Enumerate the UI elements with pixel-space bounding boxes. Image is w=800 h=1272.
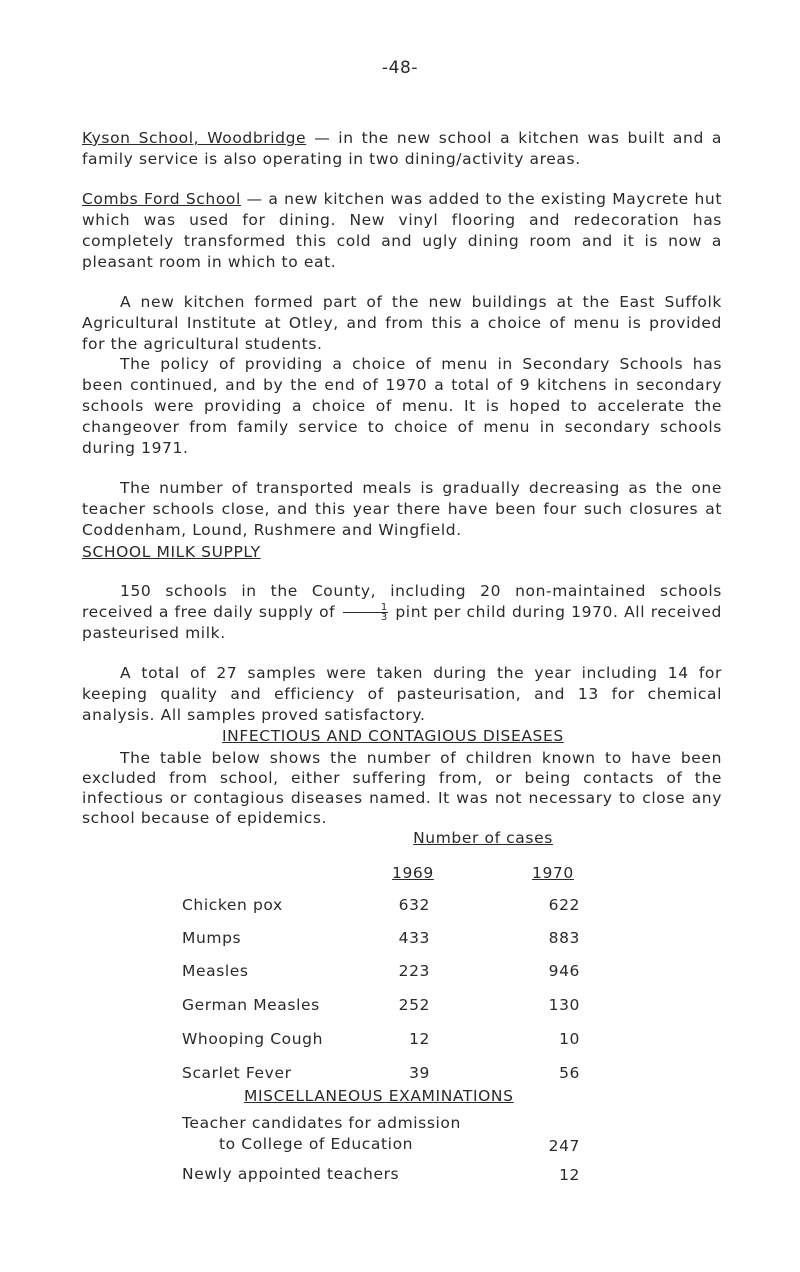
policy-paragraph: The policy of providing a choice of menu in Secondary Schools has been continued, and by the end of 1970 a total of 9 kitchens in secondary schools were providing a choice of menu. It is hoped to accelerate the changeover from family service to choice of menu in secondary schools during 1971.	[82, 355, 722, 457]
milk-paragraph-1	[82, 581, 722, 644]
misc-label-line: to College of Education	[219, 1135, 414, 1153]
one-third-fraction	[343, 603, 388, 622]
misc-label-line: Teacher candidates for admission	[182, 1114, 461, 1132]
table-cell-1969: 39	[409, 1064, 430, 1082]
table-cell-1970: 622	[548, 896, 580, 914]
transported-meals-paragraph: The number of transported meals is gradually decreasing as the one teacher schools close, and this year there have been four such closures at Coddenham, Lound, Rushmere and Wingfield.	[82, 479, 722, 539]
misc-item-value: 247	[548, 1137, 580, 1155]
milk-text-after: pint per child during 1970. All received pasteurised milk.	[82, 603, 722, 642]
kyson-school-title: Kyson School, Woodbridge	[82, 129, 307, 147]
table-row-label: Chicken pox	[182, 896, 283, 914]
table-row-label: Scarlet Fever	[182, 1064, 292, 1082]
table-row-label: Whooping Cough	[182, 1030, 324, 1048]
misc-item-label	[182, 1111, 461, 1157]
table-cell-1970: 10	[559, 1030, 580, 1048]
table-header-number-of-cases: Number of cases	[413, 829, 553, 847]
table-cell-1970: 56	[559, 1064, 580, 1082]
misc-item-value: 12	[559, 1166, 580, 1184]
table-cell-1970: 883	[548, 929, 580, 947]
misc-item-label: Newly appointed teachers	[182, 1165, 400, 1183]
page-number: -48-	[381, 58, 419, 78]
milk-paragraph-2: A total of 27 samples were taken during the year including 14 for keeping quality and efficiency of pasteurisation, and 13 for chemical analysis. All samples proved satisfactory.	[82, 664, 722, 724]
misc-examinations-heading: MISCELLANEOUS EXAMINATIONS	[244, 1087, 514, 1105]
table-row-label: German Measles	[182, 996, 320, 1014]
kyson-text: — in the new school a kitchen was built and a family service is also operating in two dining/activity areas.	[82, 129, 723, 168]
combs-paragraph	[82, 189, 722, 273]
milk-supply-heading: SCHOOL MILK SUPPLY	[82, 543, 261, 561]
infectious-diseases-heading: INFECTIOUS AND CONTAGIOUS DISEASES	[222, 727, 564, 745]
infectious-paragraph: The table below shows the number of children known to have been excluded from school, either suffering from, or being contacts of the infectious or contagious diseases named. It was not necessary to close any school because of epidemics.	[82, 749, 722, 827]
combs-text: — a new kitchen was added to the existing Maycrete hut which was used for dining. New vinyl flooring and redecoration has completely transformed this cold and ugly dining room and it is now a pleasant room in which to eat.	[82, 190, 722, 271]
table-cell-1969: 632	[398, 896, 430, 914]
year-1970-header: 1970	[532, 864, 574, 882]
table-cell-1970: 946	[548, 962, 580, 980]
kyson-paragraph	[82, 128, 722, 170]
table-cell-1969: 12	[409, 1030, 430, 1048]
otley-paragraph: A new kitchen formed part of the new buildings at the East Suffolk Agricultural Institute at Otley, and from this a choice of menu is provided for the agricultural students.	[82, 293, 722, 353]
table-row-label: Measles	[182, 962, 249, 980]
table-cell-1970: 130	[548, 996, 580, 1014]
table-cell-1969: 433	[398, 929, 430, 947]
table-row-label: Mumps	[182, 929, 242, 947]
fraction-numerator: 1	[343, 603, 388, 613]
fraction-denominator: 3	[380, 612, 388, 623]
combs-school-title: Combs Ford School	[82, 190, 241, 208]
table-cell-1969: 252	[398, 996, 430, 1014]
table-cell-1969: 223	[398, 962, 430, 980]
year-1969-header: 1969	[392, 864, 434, 882]
milk-text-before: 150 schools in the County, including 20 non-maintained schools received a free daily supply of	[82, 582, 722, 621]
